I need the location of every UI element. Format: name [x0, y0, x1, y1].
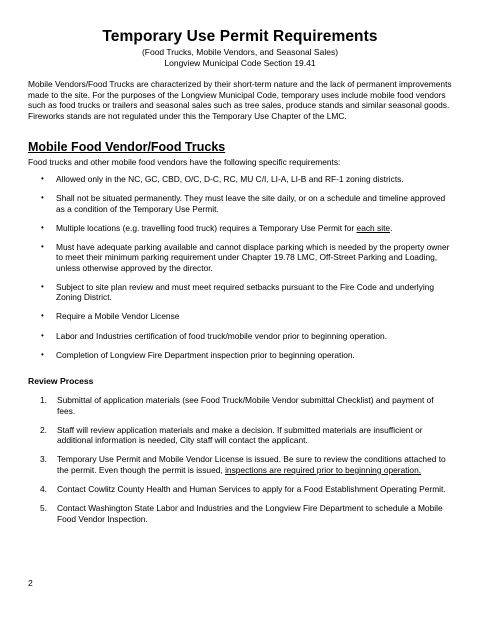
list-item: • Allowed only in the NC, GC, CBD, O/C, D-C, RC, MU C/I, LI-A, LI-B and RF-1 zoning districts. — [41, 174, 404, 184]
review-steps-list — [40, 395, 454, 533]
bullet-icon: • — [41, 311, 44, 321]
page-number: 2 — [28, 578, 33, 588]
intro-paragraph: Mobile Vendors/Food Trucks are characterized by their short-term nature and the lack of permanent improvements made to the site. For the purposes of the Longview Municipal Code, temporary uses include mobile food vendors such as food trucks or trailers and seasonal sales such as tree sales, produce stands and similar seasonal goods. Fireworks stands are not regulated under this the Temporary Use Chapter of the LMC. — [28, 79, 452, 121]
review-heading: Review Process — [28, 376, 94, 386]
step-item: 2. Staff will review application materials and make a decision. If submitted materials are insufficient or additional information is needed, City staff will contact the applicant. — [40, 424, 423, 446]
page-subtitle: (Food Trucks, Mobile Vendors, and Seasonal Sales) — [141, 47, 339, 57]
bullet-icon: • — [41, 222, 44, 232]
underlined-text: each site — [356, 222, 391, 233]
list-item: • Multiple locations (e.g. travelling food truck) requires a Temporary Use Permit for each site. — [41, 222, 393, 233]
code-reference: Longview Municipal Code Section 19.41 — [164, 58, 316, 68]
step-item: 5. Contact Washington State Labor and Industries and the Longview Fire Department to schedule a Mobile Food Vendor Inspection. — [40, 503, 443, 524]
list-item: • Shall not be situated permanently. They must leave the site daily, or on a schedule and timeline approved as a condition of the Temporary Use Permit. — [41, 193, 446, 214]
list-item: • Labor and Industries certification of food truck/mobile vendor prior to beginning operation. — [41, 330, 388, 341]
bullet-icon: • — [41, 193, 44, 203]
page-title: Temporary Use Permit Requirements — [102, 28, 378, 45]
list-item: • Must have adequate parking available and cannot displace parking which is needed by the property owner to meet their minimum parking requirement under Chapter 19.78 LMC, Off-Street Parking and Loading, unless otherwise approved by the director. — [41, 241, 450, 273]
list-item: • Require a Mobile Vendor License — [41, 311, 180, 322]
bullet-icon: • — [41, 330, 44, 340]
bullet-icon: • — [41, 174, 44, 183]
requirements-list — [40, 174, 454, 369]
bullet-icon: • — [41, 349, 44, 359]
step-item: 3. Temporary Use Permit and Mobile Vendor License is issued. Be sure to review the conditions attached to the permit. Even though the permit is issued, inspections are required prior to beginning operation. — [40, 454, 446, 475]
step-item: 4. Contact Cowlitz County Health and Human Services to apply for a Food Establishment Operating Permit. — [40, 484, 446, 495]
section-lead: Food trucks and other mobile food vendors have the following specific requirements: — [28, 157, 341, 167]
step-item: 1. Submittal of application materials (see Food Truck/Mobile Vendor submittal Checklist) and payment of fees. — [40, 395, 434, 416]
section-heading: Mobile Food Vendor/Food Trucks — [28, 140, 226, 154]
bullet-icon: • — [41, 281, 44, 291]
list-item: • Completion of Longview Fire Department inspection prior to beginning operation. — [41, 349, 355, 360]
bullet-icon: • — [41, 241, 44, 251]
underlined-text: inspections are required prior to beginning operation. — [225, 464, 422, 475]
list-item: • Subject to site plan review and must meet required setbacks pursuant to the Fire Code and underlying Zoning District. — [41, 281, 435, 303]
